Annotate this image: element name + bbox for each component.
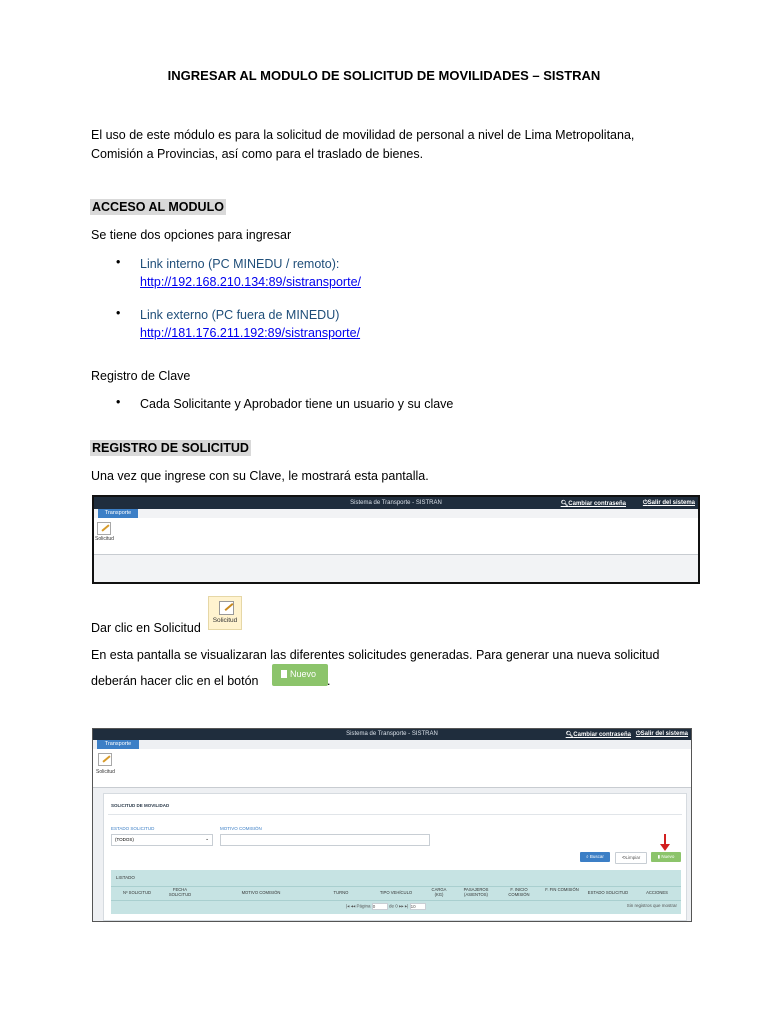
panel-title: SOLICITUD DE MOVILIDAD — [111, 803, 170, 808]
eraser-icon: ⟲ — [621, 855, 626, 860]
solicitud-button-label: Solicitud — [212, 617, 238, 624]
bullet-link-internal — [116, 255, 516, 291]
prev-page-icon[interactable]: ◂◂ — [350, 903, 356, 909]
page-input[interactable]: 0 — [372, 903, 388, 910]
no-records-text: Sin registros que mostrar — [626, 903, 677, 908]
logout-link[interactable]: ⏻Salir del sistema — [642, 500, 695, 506]
col-fecha: FECHA SOLICITUD — [168, 887, 192, 897]
estado-label: ESTADO SOLICITUD — [111, 826, 155, 831]
search-icon: ⌕ — [586, 854, 589, 859]
panel-divider — [108, 814, 682, 815]
col-numero: Nº SOLICITUD — [122, 890, 152, 895]
change-password-link[interactable]: 🔍︎Cambiar contraseña — [560, 501, 626, 507]
tab-transporte-2[interactable]: Transporte — [97, 740, 139, 749]
change-password-link-2[interactable]: 🔍︎Cambiar contraseña — [565, 732, 631, 738]
estado-value: (TODOS) — [115, 837, 134, 842]
col-motivo: MOTIVO COMISIÓN — [241, 890, 281, 895]
edit-icon — [219, 601, 234, 615]
motivo-label: MOTIVO COMISIÓN — [220, 826, 262, 831]
app-navbar — [94, 497, 698, 509]
logout-link-2[interactable]: ⏻Salir del sistema — [635, 731, 688, 737]
solicitud-panel — [103, 793, 687, 921]
nuevo-button-label: Nuevo — [290, 669, 317, 679]
link-internal-url[interactable]: http://192.168.210.134:89/sistransporte/ — [140, 275, 361, 289]
menu-band — [94, 518, 698, 555]
chevron-down-icon: ⌄ — [205, 836, 209, 841]
screenshot-home — [92, 495, 700, 584]
col-acciones: ACCIONES — [646, 890, 668, 895]
search-button[interactable]: ⌕ Buscar — [580, 852, 610, 862]
registro-clave-text: Registro de Clave — [91, 369, 191, 383]
bullet-icon: • — [116, 306, 121, 320]
first-page-icon[interactable]: |◂ — [346, 903, 350, 909]
intro-line-2: Comisión a Provincias, así como para el traslado de bienes. — [91, 147, 424, 161]
link-external-url[interactable]: http://181.176.211.192:89/sistransporte/ — [140, 326, 361, 340]
col-tipo-vehiculo: TIPO VEHÍCULO — [379, 890, 413, 895]
once-logged-text: Una vez que ingrese con su Clave, le mostrará esta pantalla. — [91, 469, 429, 483]
bullet-icon: • — [116, 255, 121, 269]
col-pasajeros: PASAJEROS (ASIENTOS) — [463, 887, 489, 897]
nuevo-button-image — [272, 664, 328, 686]
new-button[interactable]: ▮ Nuevo — [651, 852, 681, 862]
col-estado: ESTADO SOLICITUD — [587, 890, 629, 895]
col-carga: CARGA (KG) — [431, 887, 447, 897]
screenshot-solicitudes — [92, 728, 692, 922]
link-internal-label: Link interno (PC MINEDU / remoto): — [140, 257, 340, 271]
pager: |◂ ◂◂ Página 0 de 0 ▸▸ ▸| 10 — [346, 903, 426, 910]
app-navbar-2 — [93, 729, 691, 740]
period: . — [327, 674, 331, 688]
solicitud-icon-2[interactable] — [98, 753, 112, 766]
col-f-inicio: F. INICIO COMISIÓN — [508, 887, 530, 897]
pantalla-line-1: En esta pantalla se visualizaran las diferentes solicitudes generadas. Para generar una nueva solicitud — [91, 648, 660, 662]
col-f-fin: F. FIN COMISIÓN — [545, 887, 579, 892]
table-header-row — [111, 886, 681, 901]
clear-button[interactable]: ⟲Limpiar — [615, 852, 647, 864]
pantalla-line-2: deberán hacer clic en el botón — [91, 674, 259, 688]
key-icon: 🔍︎ — [560, 501, 569, 507]
registro-bullet-text: Cada Solicitante y Aprobador tiene un usuario y su clave — [140, 397, 454, 411]
listado-title: LISTADO — [116, 875, 135, 880]
solicitud-label-2[interactable]: Solicitud — [96, 769, 115, 775]
solicitud-icon[interactable] — [97, 522, 111, 535]
intro-paragraph — [91, 126, 711, 164]
last-page-icon[interactable]: ▸| — [404, 903, 409, 909]
two-options-text: Se tiene dos opciones para ingresar — [91, 228, 292, 242]
page-size-select[interactable]: 10 — [410, 903, 426, 910]
solicitud-button-image — [208, 596, 242, 630]
red-arrow-icon — [659, 834, 671, 852]
system-title: Sistema de Transporte - SISTRAN — [350, 500, 442, 506]
bullet-icon: • — [116, 395, 121, 409]
next-page-icon[interactable]: ▸▸ — [399, 903, 404, 909]
menu-band-2 — [93, 749, 691, 788]
solicitud-label[interactable]: Solicitud — [95, 536, 114, 542]
key-icon: 🔍︎ — [565, 732, 574, 738]
power-icon: ⏻ — [642, 500, 648, 506]
estado-select[interactable] — [111, 834, 213, 846]
section-heading-registro: REGISTRO DE SOLICITUD — [92, 441, 249, 455]
tab-transporte[interactable]: Transporte — [98, 509, 138, 518]
bullet-link-external — [116, 306, 516, 342]
section-heading-access: ACCESO AL MODULO — [92, 200, 224, 214]
intro-line-1: El uso de este módulo es para la solicitud de movilidad de personal a nivel de Lima Metropolitana, — [91, 128, 635, 142]
dar-clic-text: Dar clic en Solicitud — [91, 621, 201, 635]
document-icon — [281, 670, 287, 678]
col-turno: TURNO — [333, 890, 349, 895]
power-icon: ⏻ — [635, 731, 641, 737]
bullet-registro — [116, 395, 536, 413]
document-title: INGRESAR AL MODULO DE SOLICITUD DE MOVILIDADES – SISTRAN — [167, 68, 601, 83]
listado-table — [111, 870, 681, 914]
document-icon: ▮ — [657, 854, 661, 859]
system-title-2: Sistema de Transporte - SISTRAN — [346, 731, 438, 737]
link-external-label: Link externo (PC fuera de MINEDU) — [140, 308, 340, 322]
motivo-input[interactable] — [220, 834, 430, 846]
